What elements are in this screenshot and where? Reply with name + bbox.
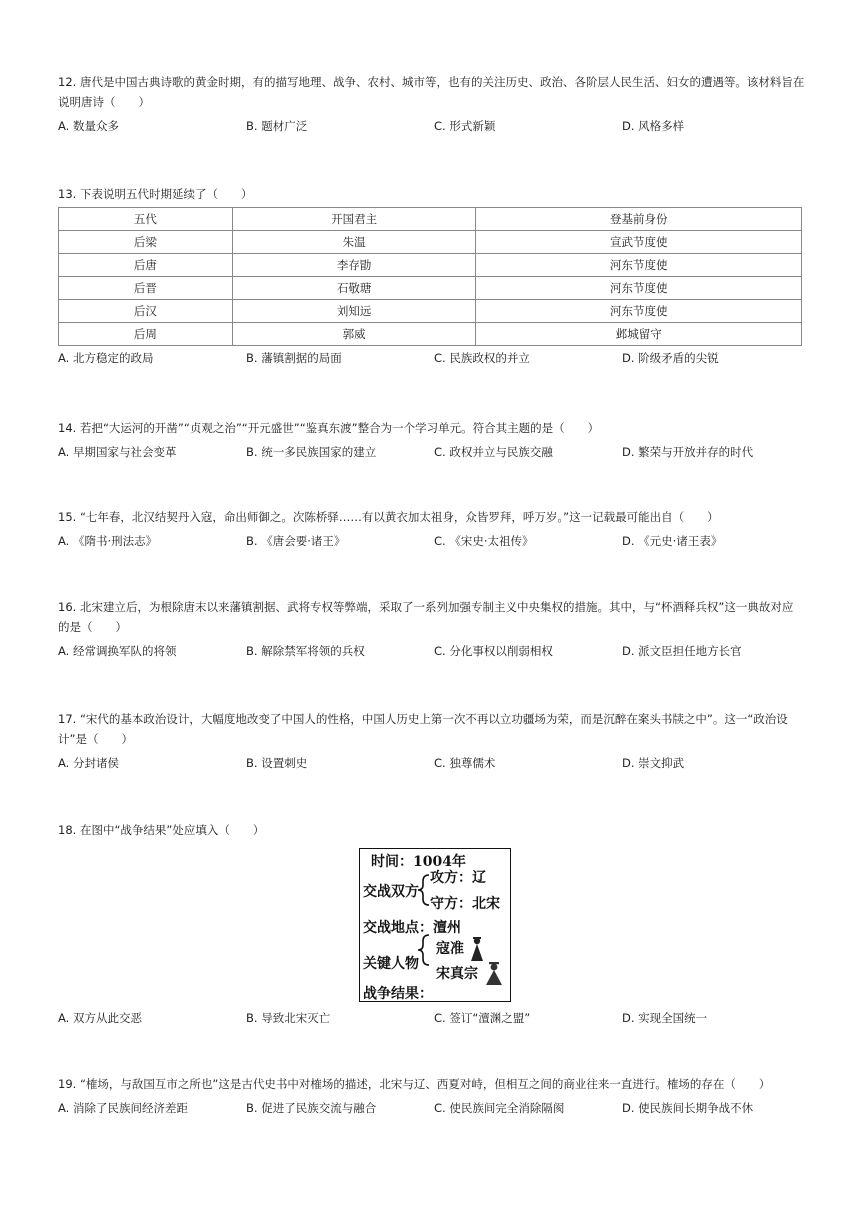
option-c[interactable]: C. 使民族间完全消除隔阂	[434, 1101, 565, 1115]
diagram-time: 时间：1004年	[371, 854, 466, 870]
diagram-people-label: 关键人物	[363, 956, 419, 972]
table-cell: 后汉	[59, 300, 233, 323]
option-a[interactable]: A. 北方稳定的政局	[58, 351, 154, 365]
table-cell: 宣武节度使	[476, 231, 802, 254]
option-b[interactable]: B. 统一多民族国家的建立	[246, 445, 377, 459]
table-cell: 李存勖	[232, 254, 476, 277]
table-row	[59, 231, 802, 254]
table-cell: 后梁	[59, 231, 233, 254]
question-stem: 13. 下表说明五代时期延续了（ ）	[58, 187, 253, 201]
option-b[interactable]: B. 《唐会要·诸王》	[246, 534, 346, 548]
question-stem: 14. 若把“大运河的开凿”“贞观之治”“开元盛世”“鉴真东渡”整合为一个学习单元。符合其主题的是（ ）	[58, 421, 600, 435]
emperor-zhenzong-figure-icon	[484, 962, 504, 986]
option-c[interactable]: C. 《宋史·太祖传》	[434, 534, 534, 548]
option-a[interactable]: A. 分封诸侯	[58, 756, 119, 770]
question-stem: 18. 在图中“战争结果”处应填入（ ）	[58, 823, 265, 837]
option-b[interactable]: B. 设置刺史	[246, 756, 308, 770]
option-c[interactable]: C. 形式新颖	[434, 119, 496, 133]
table-cell: 刘知远	[232, 300, 476, 323]
dynasty-table	[58, 207, 802, 346]
table-row	[59, 277, 802, 300]
option-d[interactable]: D. 使民族间长期争战不休	[622, 1101, 754, 1115]
option-d[interactable]: D. 阶级矛盾的尖锐	[622, 351, 719, 365]
option-a[interactable]: A. 《隋书·刑法志》	[58, 534, 158, 548]
stem-line-1: 17. “宋代的基本政治设计，大幅度地改变了中国人的性格，中国人历史上第一次不再以立功疆场为荣，而是沉醉在案头书牍之中”。这一“政治设	[58, 712, 788, 726]
question-16	[58, 597, 818, 661]
options	[58, 1098, 818, 1118]
options	[58, 531, 818, 551]
table-header-cell: 登基前身份	[476, 208, 802, 231]
option-a[interactable]: A. 经常调换军队的将领	[58, 644, 177, 658]
option-b[interactable]: B. 促进了民族交流与融合	[246, 1101, 377, 1115]
kou-zhun-figure-icon	[468, 937, 486, 963]
option-c[interactable]: C. 民族政权的并立	[434, 351, 530, 365]
table-header-row	[59, 208, 802, 231]
option-a[interactable]: A. 早期国家与社会变革	[58, 445, 177, 459]
option-d[interactable]: D. 风格多样	[622, 119, 685, 133]
stem-line-1: 16. 北宋建立后，为根除唐末以来藩镇割据、武将专权等弊端，采取了一系列加强专制主义中央集权的措施。其中，与“杯酒释兵权”这一典故对应	[58, 600, 794, 614]
diagram-result: 战争结果：	[363, 986, 433, 1002]
question-13	[58, 184, 818, 368]
option-c[interactable]: C. 分化事权以削弱相权	[434, 644, 553, 658]
stem-line-2: 说明唐诗（ ）	[58, 95, 150, 109]
question-stem	[58, 597, 818, 637]
option-c[interactable]: C. 政权并立与民族交融	[434, 445, 553, 459]
question-stem	[58, 709, 818, 749]
options	[58, 348, 818, 368]
question-17	[58, 709, 818, 773]
question-18-options-wrap	[58, 1008, 818, 1028]
table-cell: 河东节度使	[476, 300, 802, 323]
diagram-person-1: 寇准	[436, 941, 464, 957]
option-b[interactable]: B. 藩镇割据的局面	[246, 351, 342, 365]
table-cell: 石敬瑭	[232, 277, 476, 300]
table-row	[59, 300, 802, 323]
option-a[interactable]: A. 消除了民族间经济差距	[58, 1101, 188, 1115]
table-cell: 后唐	[59, 254, 233, 277]
table-cell: 朱温	[232, 231, 476, 254]
question-19	[58, 1074, 818, 1118]
option-d[interactable]: D. 派文臣担任地方长官	[622, 644, 742, 658]
table-cell: 河东节度使	[476, 254, 802, 277]
diagram-attacker: 攻方：辽	[430, 870, 486, 886]
table-row	[59, 254, 802, 277]
table-cell: 河东节度使	[476, 277, 802, 300]
table-header-cell: 五代	[59, 208, 233, 231]
table-row	[59, 323, 802, 346]
question-stem: 15. “七年春，北汉结契丹入寇，命出师御之。次陈桥驿……有以黄衣加太祖身，众皆罗拜，呼万岁。”这一记载最可能出自（ ）	[58, 510, 719, 524]
option-b[interactable]: B. 解除禁军将领的兵权	[246, 644, 365, 658]
table-cell: 郭威	[232, 323, 476, 346]
diagram-sides-label: 交战双方	[363, 884, 419, 900]
options	[58, 1008, 818, 1028]
option-c[interactable]: C. 签订“澶渊之盟”	[434, 1011, 531, 1025]
option-a[interactable]: A. 数量众多	[58, 119, 119, 133]
option-b[interactable]: B. 题材广泛	[246, 119, 308, 133]
stem-line-2: 的是（ ）	[58, 620, 127, 634]
battle-diagram	[359, 848, 511, 1002]
option-d[interactable]: D. 崇文抑武	[622, 756, 685, 770]
question-12	[58, 72, 818, 136]
question-18	[58, 820, 818, 840]
options	[58, 116, 818, 136]
question-14	[58, 418, 818, 462]
question-15	[58, 507, 818, 551]
option-d[interactable]: D. 实现全国统一	[622, 1011, 708, 1025]
stem-line-1: 12. 唐代是中国古典诗歌的黄金时期，有的描写地理、战争、农村、城市等，也有的关注历史、政治、各阶层人民生活、妇女的遭遇等。该材料旨在	[58, 75, 805, 89]
option-d[interactable]: D. 繁荣与开放并存的时代	[622, 445, 754, 459]
option-a[interactable]: A. 双方从此交恶	[58, 1011, 142, 1025]
table-cell: 后晋	[59, 277, 233, 300]
diagram-person-2: 宋真宗	[436, 966, 478, 982]
options	[58, 753, 818, 773]
options	[58, 641, 818, 661]
question-stem	[58, 72, 818, 112]
stem-line-2: 计”是（ ）	[58, 732, 133, 746]
options	[58, 442, 818, 462]
diagram-defender: 守方：北宋	[430, 896, 500, 912]
option-b[interactable]: B. 导致北宋灭亡	[246, 1011, 331, 1025]
diagram-place: 交战地点：澶州	[363, 920, 461, 936]
question-stem: 19. “榷场，与敌国互市之所也”这是古代史书中对榷场的描述，北宋与辽、西夏对峙，但相互之间的商业往来一直进行。榷场的存在（ ）	[58, 1077, 771, 1091]
option-d[interactable]: D. 《元史·诸王表》	[622, 534, 723, 548]
option-c[interactable]: C. 独尊儒术	[434, 756, 496, 770]
table-header-cell: 开国君主	[232, 208, 476, 231]
table-cell: 后周	[59, 323, 233, 346]
table-cell: 邺城留守	[476, 323, 802, 346]
